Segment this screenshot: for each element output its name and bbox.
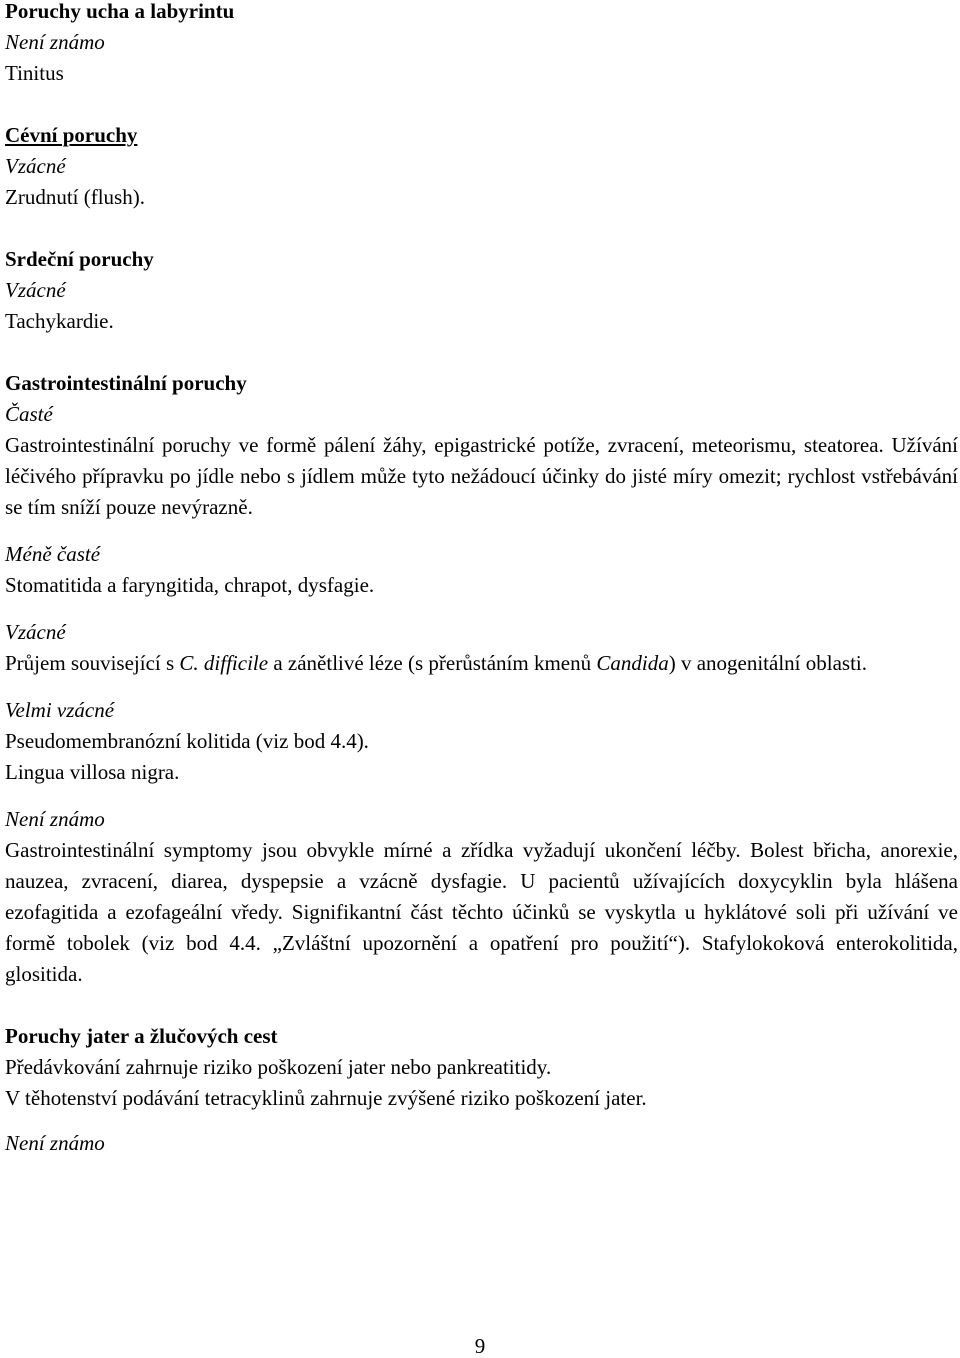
section-vascular	[5, 120, 958, 213]
frequency-label: Není známo	[5, 30, 105, 54]
text-run: ) v anogenitální oblasti.	[668, 651, 867, 675]
section-liver	[5, 1021, 958, 1159]
section-gastrointestinal	[5, 368, 958, 990]
effect-text: Pseudomembranózní kolitida (viz bod 4.4).	[5, 729, 369, 753]
text-run: a zánětlivé léze (s přerůstáním kmenů	[268, 651, 597, 675]
effect-text: Stomatitida a faryngitida, chrapot, dysfagie.	[5, 573, 375, 597]
frequency-label: Méně časté	[5, 542, 101, 566]
section-title: Srdeční poruchy	[5, 247, 154, 271]
effect-text: Lingua villosa nigra.	[5, 760, 180, 784]
effect-text: V těhotenství podávání tetracyklinů zahrnuje zvýšené riziko poškození jater.	[5, 1086, 647, 1110]
section-title: Poruchy ucha a labyrintu	[5, 0, 235, 23]
organism-name: C. difficile	[179, 651, 269, 675]
section-title: Cévní poruchy	[5, 123, 138, 147]
frequency-label: Vzácné	[5, 620, 66, 644]
effect-text: Gastrointestinální symptomy jsou obvykle mírné a zřídka vyžadují ukončení léčby. Bolest břicha, anorexie, nauzea, zvracení, diarea, dyspepsie a vzácně dysfagie. U pacientů užívajících doxycyklin byla hlášena ezofagitida a ezofageální vředy. Signifikantní část těchto účinků se vyskytla u hyklátové soli při užívání ve formě tobolek (viz bod 4.4. „Zvláštní upozornění a opatření pro použití“). Stafylokoková enterokolitida, glositida.	[5, 838, 958, 986]
effect-text: Předávkování zahrnuje riziko poškození jater nebo pankreatitidy.	[5, 1055, 552, 1079]
frequency-label: Vzácné	[5, 278, 66, 302]
page-number: 9	[474, 1334, 486, 1358]
effect-text: Zrudnutí (flush).	[5, 185, 145, 209]
frequency-label: Časté	[5, 402, 53, 426]
document-page	[5, 0, 958, 1159]
frequency-label: Vzácné	[5, 154, 66, 178]
section-ear	[5, 0, 958, 89]
organism-name: Candida	[596, 651, 669, 675]
section-title: Poruchy jater a žlučových cest	[5, 1024, 278, 1048]
text-run: Průjem související s	[5, 651, 180, 675]
effect-text	[5, 648, 958, 679]
frequency-label: Není známo	[5, 807, 105, 831]
section-title: Gastrointestinální poruchy	[5, 371, 247, 395]
section-cardiac	[5, 244, 958, 337]
effect-text: Tinitus	[5, 61, 64, 85]
effect-text: Gastrointestinální poruchy ve formě pálení žáhy, epigastrické potíže, zvracení, meteorismu, steatorea. Užívání léčivého přípravku po jídle nebo s jídlem může tyto nežádoucí účinky do jisté míry omezit; rychlost vstřebávání se tím sníží pouze nevýrazně.	[5, 433, 958, 519]
effect-text: Tachykardie.	[5, 309, 114, 333]
frequency-label: Velmi vzácné	[5, 698, 115, 722]
frequency-label: Není známo	[5, 1131, 105, 1155]
